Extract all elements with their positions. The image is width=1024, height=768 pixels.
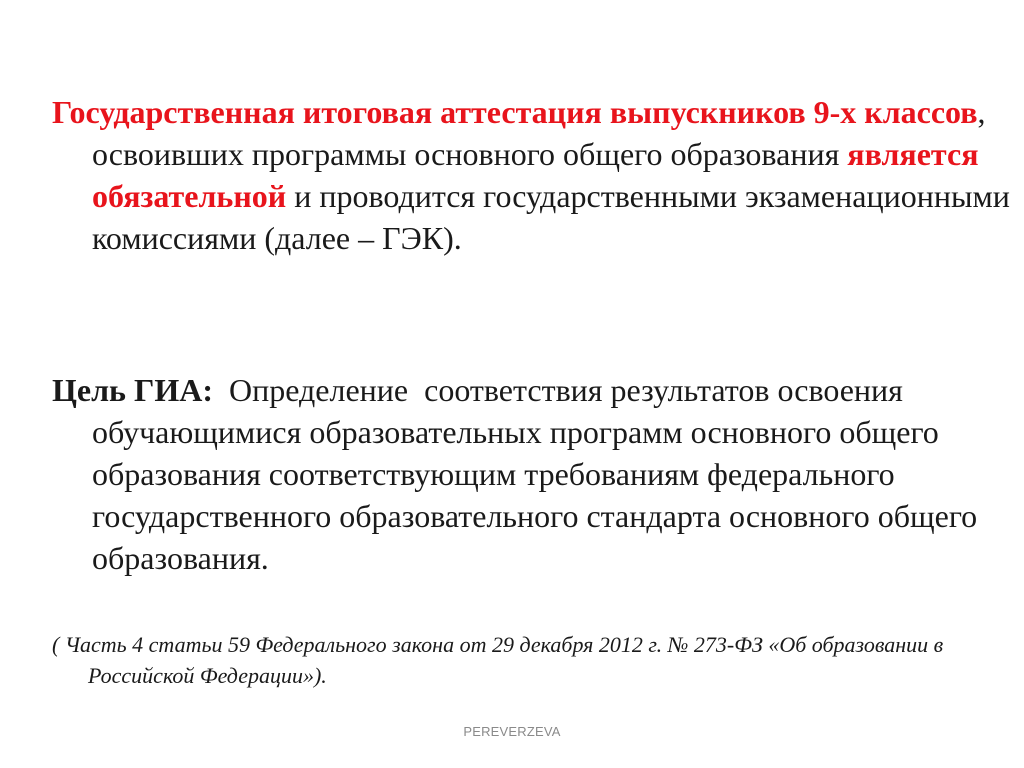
footer-author: PEREVERZEVA bbox=[463, 724, 561, 739]
gia-definition-text-2: и проводится государственными экзаменационными комиссиями (далее – ГЭК). bbox=[92, 178, 1010, 256]
gia-title-highlight: Государственная итоговая аттестация выпускников 9-х классов bbox=[52, 94, 978, 130]
paragraph-gia-definition bbox=[52, 91, 1024, 259]
mandatory-highlight: является обязательной bbox=[92, 136, 979, 214]
gia-goal-text: Определение соответствия результатов освоения обучающимися образовательных программ основного общего образования соответствующим требованиям федерального государственного образовательного стандарта основного общего образования. bbox=[92, 372, 986, 576]
paragraph-gia-goal bbox=[52, 369, 1024, 579]
gia-definition-text-1: , освоивших программы основного общего образования bbox=[92, 94, 986, 172]
gia-goal-label: Цель ГИА: bbox=[52, 372, 213, 408]
law-citation: ( Часть 4 статьи 59 Федерального закона от 29 декабря 2012 г. № 273-ФЗ «Об образовании в Российской Федерации»). bbox=[52, 632, 944, 688]
